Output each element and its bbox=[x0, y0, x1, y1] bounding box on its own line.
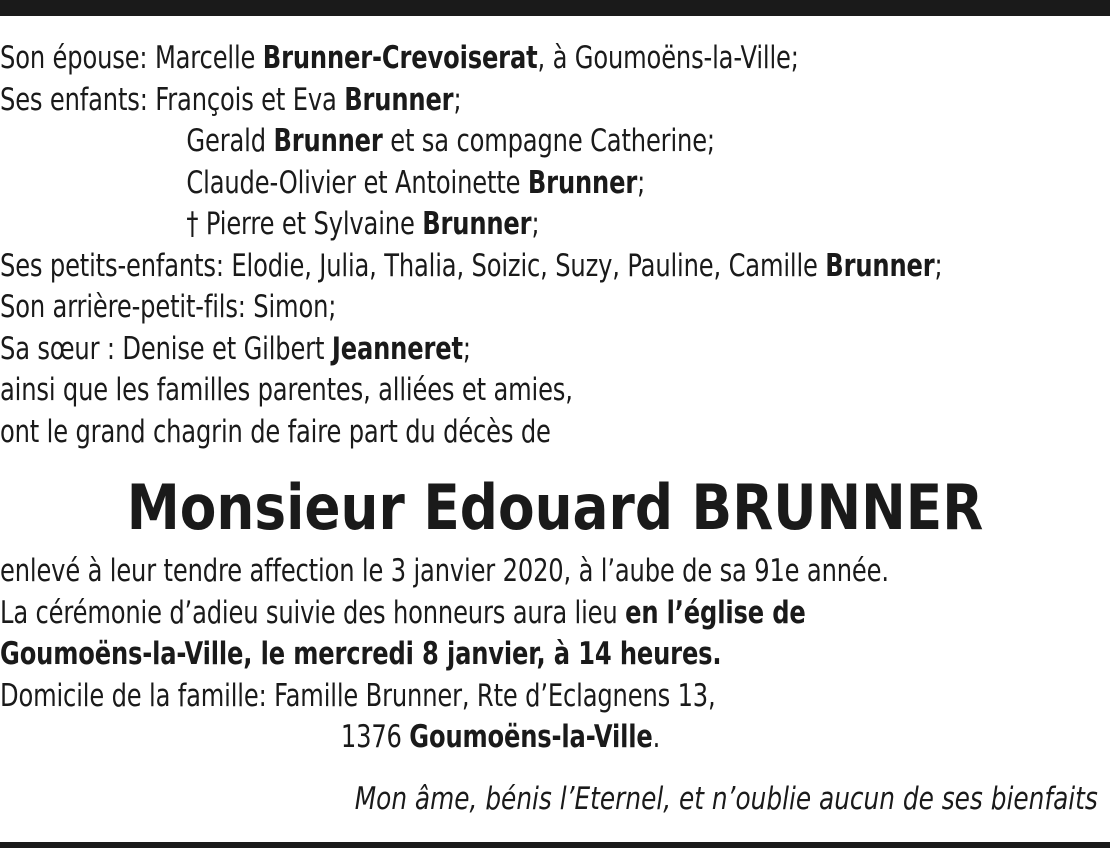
domicile-line: Domicile de la famille: Famille Brunner, Rte d’Eclagnens 13, bbox=[0, 677, 716, 714]
family-line-great-grandson: Son arrière-petit-fils: Simon; bbox=[0, 289, 337, 325]
family-line-child: Claude-Olivier et Antoinette Brunner; bbox=[186, 164, 646, 201]
scripture-quote: Mon âme, bénis l’Eternel, et n’oublie aucun de ses bienfaits bbox=[354, 781, 1098, 817]
family-line-child: † Pierre et Sylvaine Brunner; bbox=[186, 206, 540, 242]
top-border-rule bbox=[0, 0, 1110, 16]
ceremony-line: La cérémonie d’adieu suivie des honneurs aura lieu en l’église de bbox=[0, 594, 806, 631]
obituary-notice bbox=[0, 38, 1110, 759]
closing-line: ont le grand chagrin de faire part du décès de bbox=[0, 413, 551, 450]
closing-line: ainsi que les familles parentes, alliées et amies, bbox=[0, 372, 573, 408]
bottom-border-rule bbox=[0, 842, 1110, 848]
family-line-child: Gerald Brunner et sa compagne Catherine; bbox=[186, 123, 715, 159]
family-line-grandchildren: Ses petits-enfants: Elodie, Julia, Thalia, Soizic, Suzy, Pauline, Camille Brunner; bbox=[0, 247, 943, 284]
family-line-spouse: Son épouse: Marcelle Brunner-Crevoiserat, à Goumoëns-la-Ville; bbox=[0, 40, 799, 76]
deceased-name: Monsieur Edouard BRUNNER bbox=[126, 471, 984, 544]
domicile-address: 1376 Goumoëns-la-Ville. bbox=[340, 719, 661, 755]
ceremony-details: Goumoëns-la-Ville, le mercredi 8 janvier, à 14 heures. bbox=[0, 636, 722, 672]
family-line-children: Ses enfants: François et Eva Brunner; bbox=[0, 81, 462, 118]
family-line-sister: Sa sœur : Denise et Gilbert Jeanneret; bbox=[0, 330, 471, 367]
death-line: enlevé à leur tendre affection le 3 janvier 2020, à l’aube de sa 91e année. bbox=[0, 553, 889, 589]
